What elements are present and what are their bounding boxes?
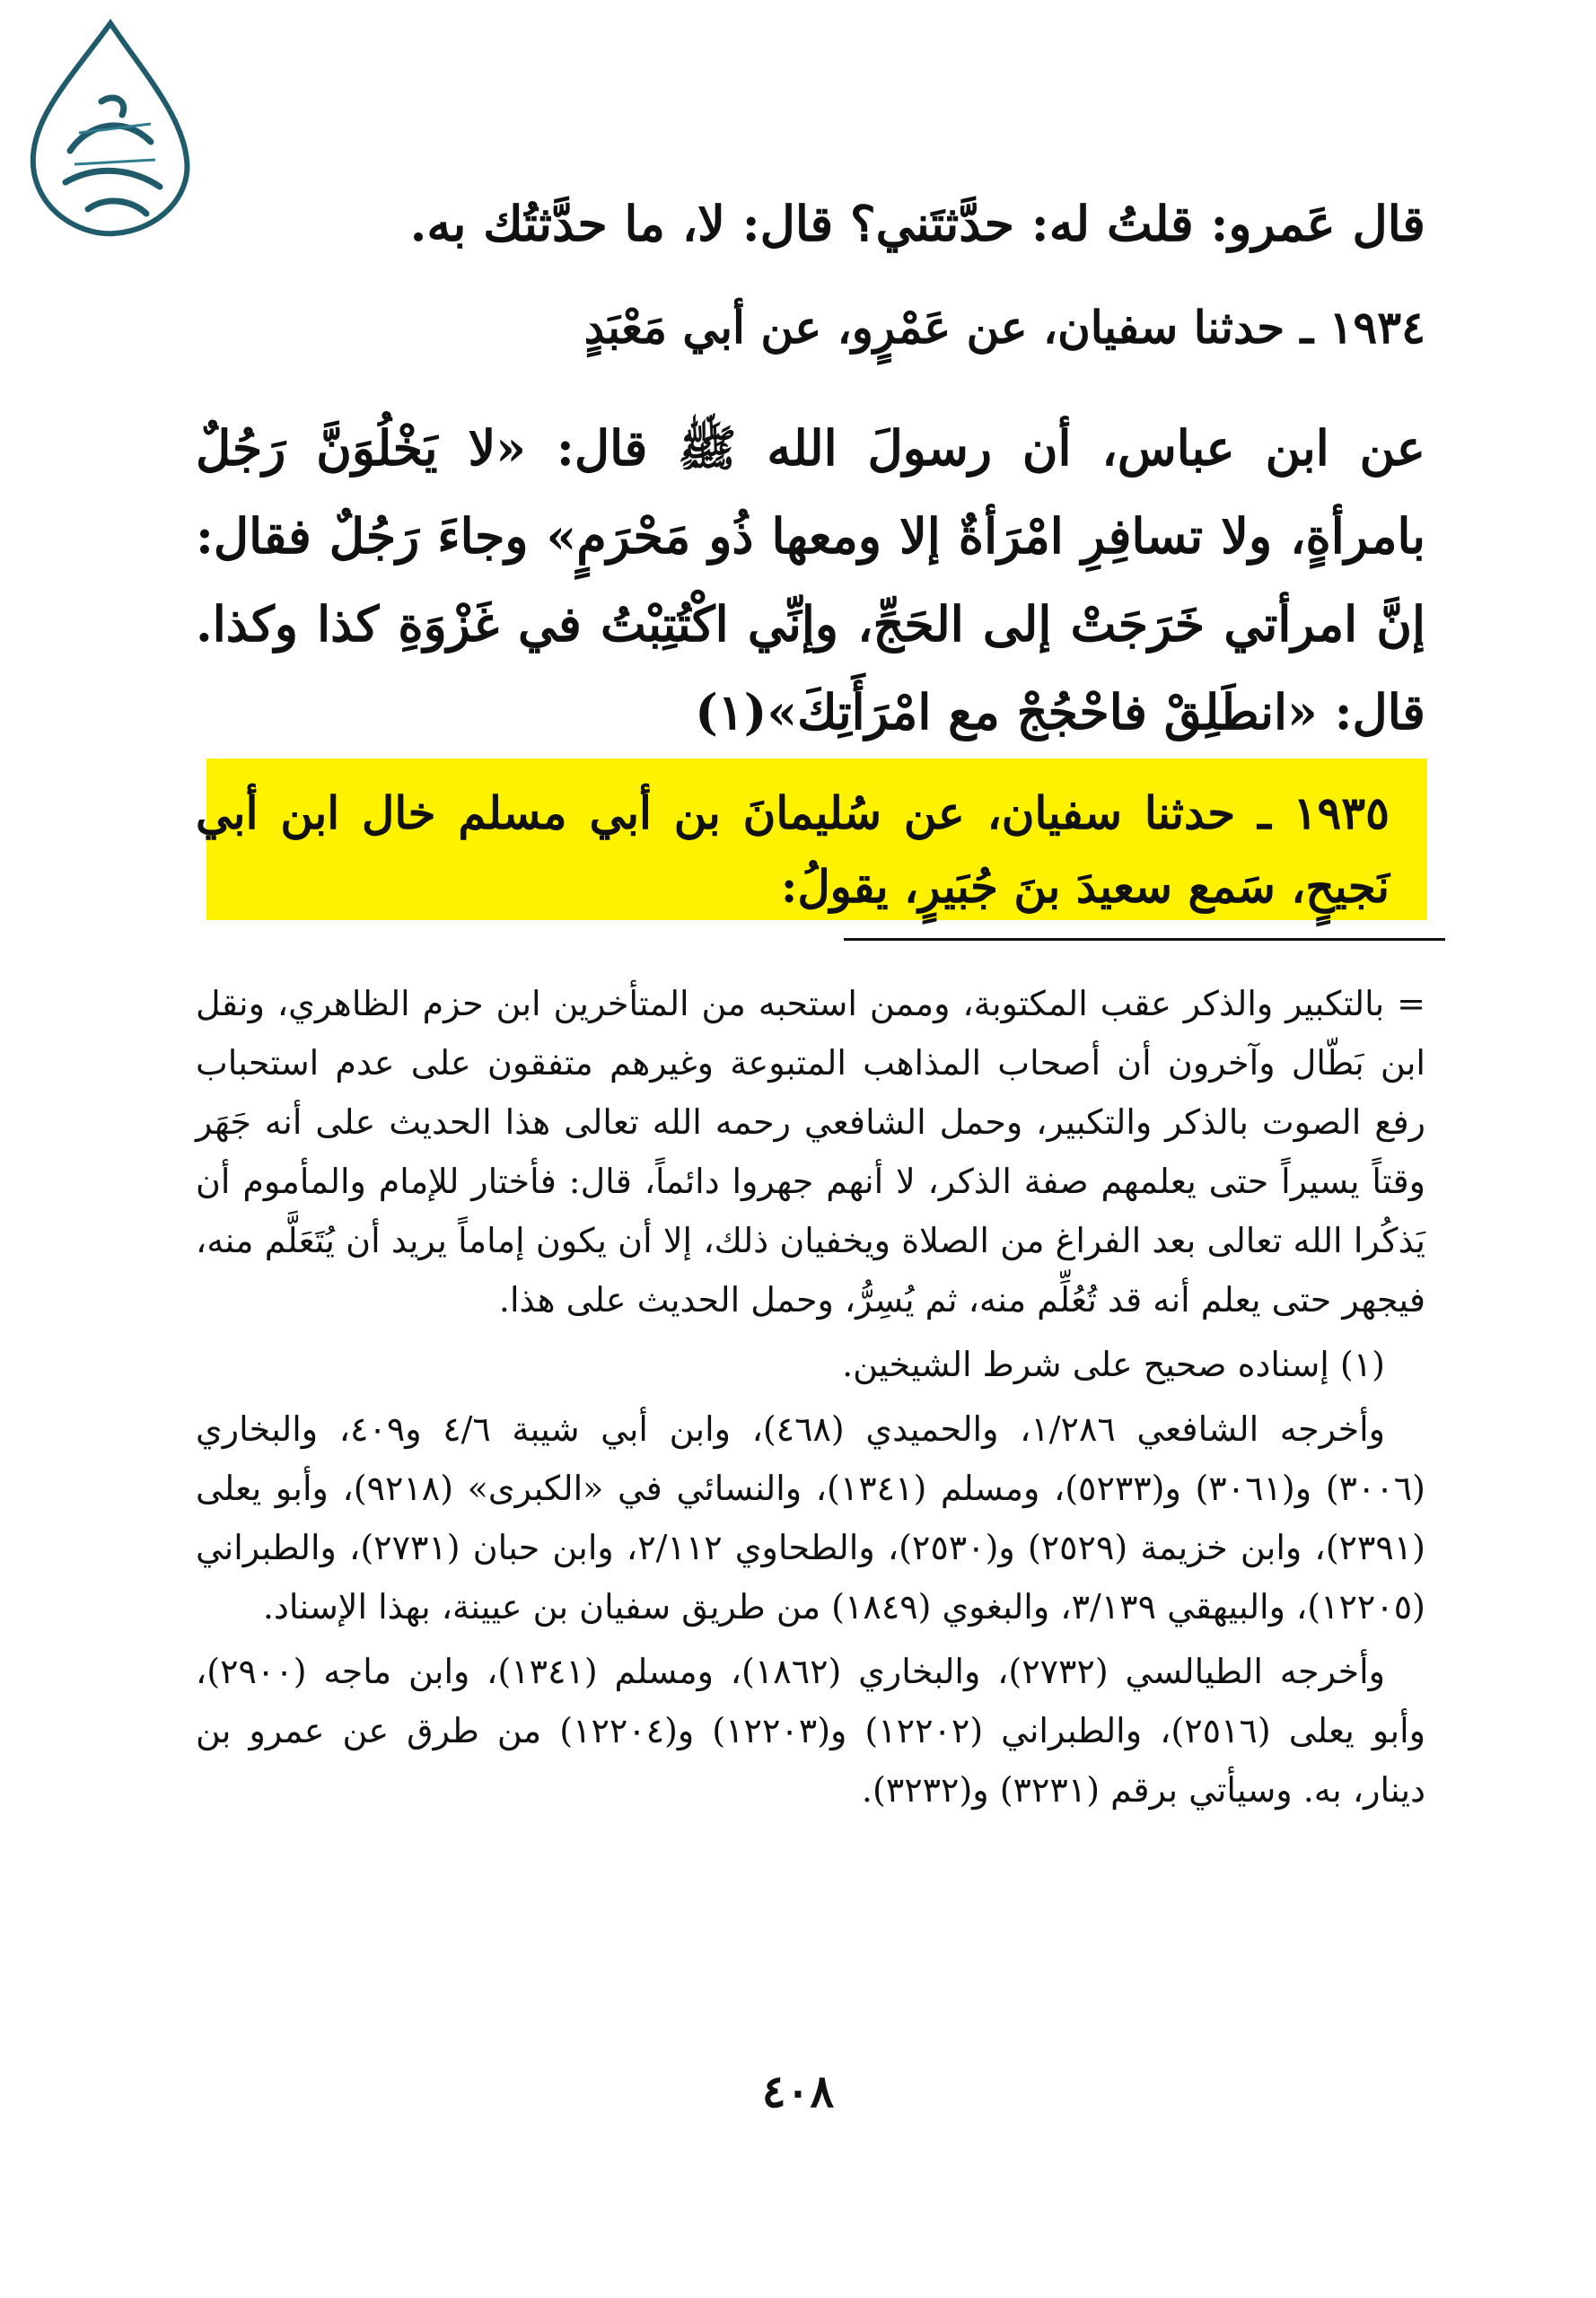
hadith-1934-heading: ١٩٣٤ ـ حدثنا سفيان، عن عَمْرٍو، عن أبي مَعْبَدٍ — [583, 301, 1425, 354]
footnote-continuation: = بالتكبير والذكر عقب المكتوبة، وممن استحبه من المتأخرين ابن حزم الظاهري، ونقل ابن بَطّال وآخرون أن أصحاب المذاهب المتبوعة وغيرهم متفقون على عدم استحباب رفع الصوت بالذكر والتكبير، وحمل الشافعي رحمه الله تعالى هذا الحديث على أنه جَهَر وقتاً يسيراً حتى يعلمهم صفة الذكر، لا أنهم جهروا دائماً، قال: فأختار للإمام والمأموم أن يَذكُرا الله تعالى بعد الفراغ من الصلاة ويخفيان ذلك، إلا أن يكون إماماً يريد أن يُتَعَلَّم منه، فيجهر حتى يعلم أنه قد تُعُلِّم منه، ثم يُسِرُّ، وحمل الحديث على هذا. — [196, 984, 1425, 1320]
footnote-1-label: (١) إسناده صحيح على شرط الشيخين. — [842, 1345, 1385, 1384]
footnote-divider — [844, 938, 1445, 941]
hadith-1934-text: عن ابن عباس، أن رسولَ الله ﷺ قال: «لا يَخْلُوَنَّ رَجُلٌ بامرأةٍ، ولا تسافِرِ امْرَأةٌ إلا ومعها ذُو مَحْرَمٍ» وجاءَ رَجُلٌ فقال: إنَّ امرأتي خَرَجَتْ إلى الحَجِّ، وإنِّي اكْتُتِبْتُ في غَزْوَةِ كذا وكذا. قال: «انطَلِقْ فاحْجُجْ مع امْرَأَتِكَ»(١) — [196, 419, 1425, 741]
footnote-1-paragraph-2: وأخرجه الطيالسي (٢٧٣٢)، والبخاري (١٨٦٢)، ومسلم (١٣٤١)، وابن ماجه (٢٩٠٠)، وأبو يعلى (٢٥١٦)، والطبراني (١٢٢٠٢) و(١٢٢٠٣) و(١٢٢٠٤) من طرق عن عمرو بن دينار، به. وسيأتي برقم (٣٢٣١) و(٣٢٣٢). — [196, 1652, 1426, 1810]
footnotes — [196, 974, 1425, 1825]
page-number: ٤٠٨ — [761, 2065, 835, 2118]
calligraphy-logo-icon — [16, 16, 205, 241]
text-line-top: قال عَمرو: قلتُ له: حدَّثتَني؟ قال: لا، ما حدَّثتُك به. — [409, 195, 1425, 252]
hadith-1935-text: ١٩٣٥ ـ حدثنا سفيان، عن سُليمانَ بن أبي مسلم خال ابن أبي نَجيحٍ، سَمع سعيدَ بنَ جُبَيرٍ، يقولُ: — [196, 786, 1390, 913]
footnote-1-paragraph-1: وأخرجه الشافعي ١/٢٨٦، والحميدي (٤٦٨)، وابن أبي شيبة ٤/٦ و٤٠٩، والبخاري (٣٠٠٦) و(٣٠٦١) و(٥٢٣٣)، ومسلم (١٣٤١)، والنسائي في «الكبرى» (٩٢١٨)، وأبو يعلى (٢٣٩١)، وابن خزيمة (٢٥٢٩) و(٢٥٣٠)، والطحاوي ٢/١١٢، وابن حبان (٢٧٣١)، والطبراني (١٢٢٠٥)، والبيهقي ٣/١٣٩، والبغوي (١٨٤٩) من طريق سفيان بن عيينة، بهذا الإسناد. — [196, 1409, 1425, 1627]
